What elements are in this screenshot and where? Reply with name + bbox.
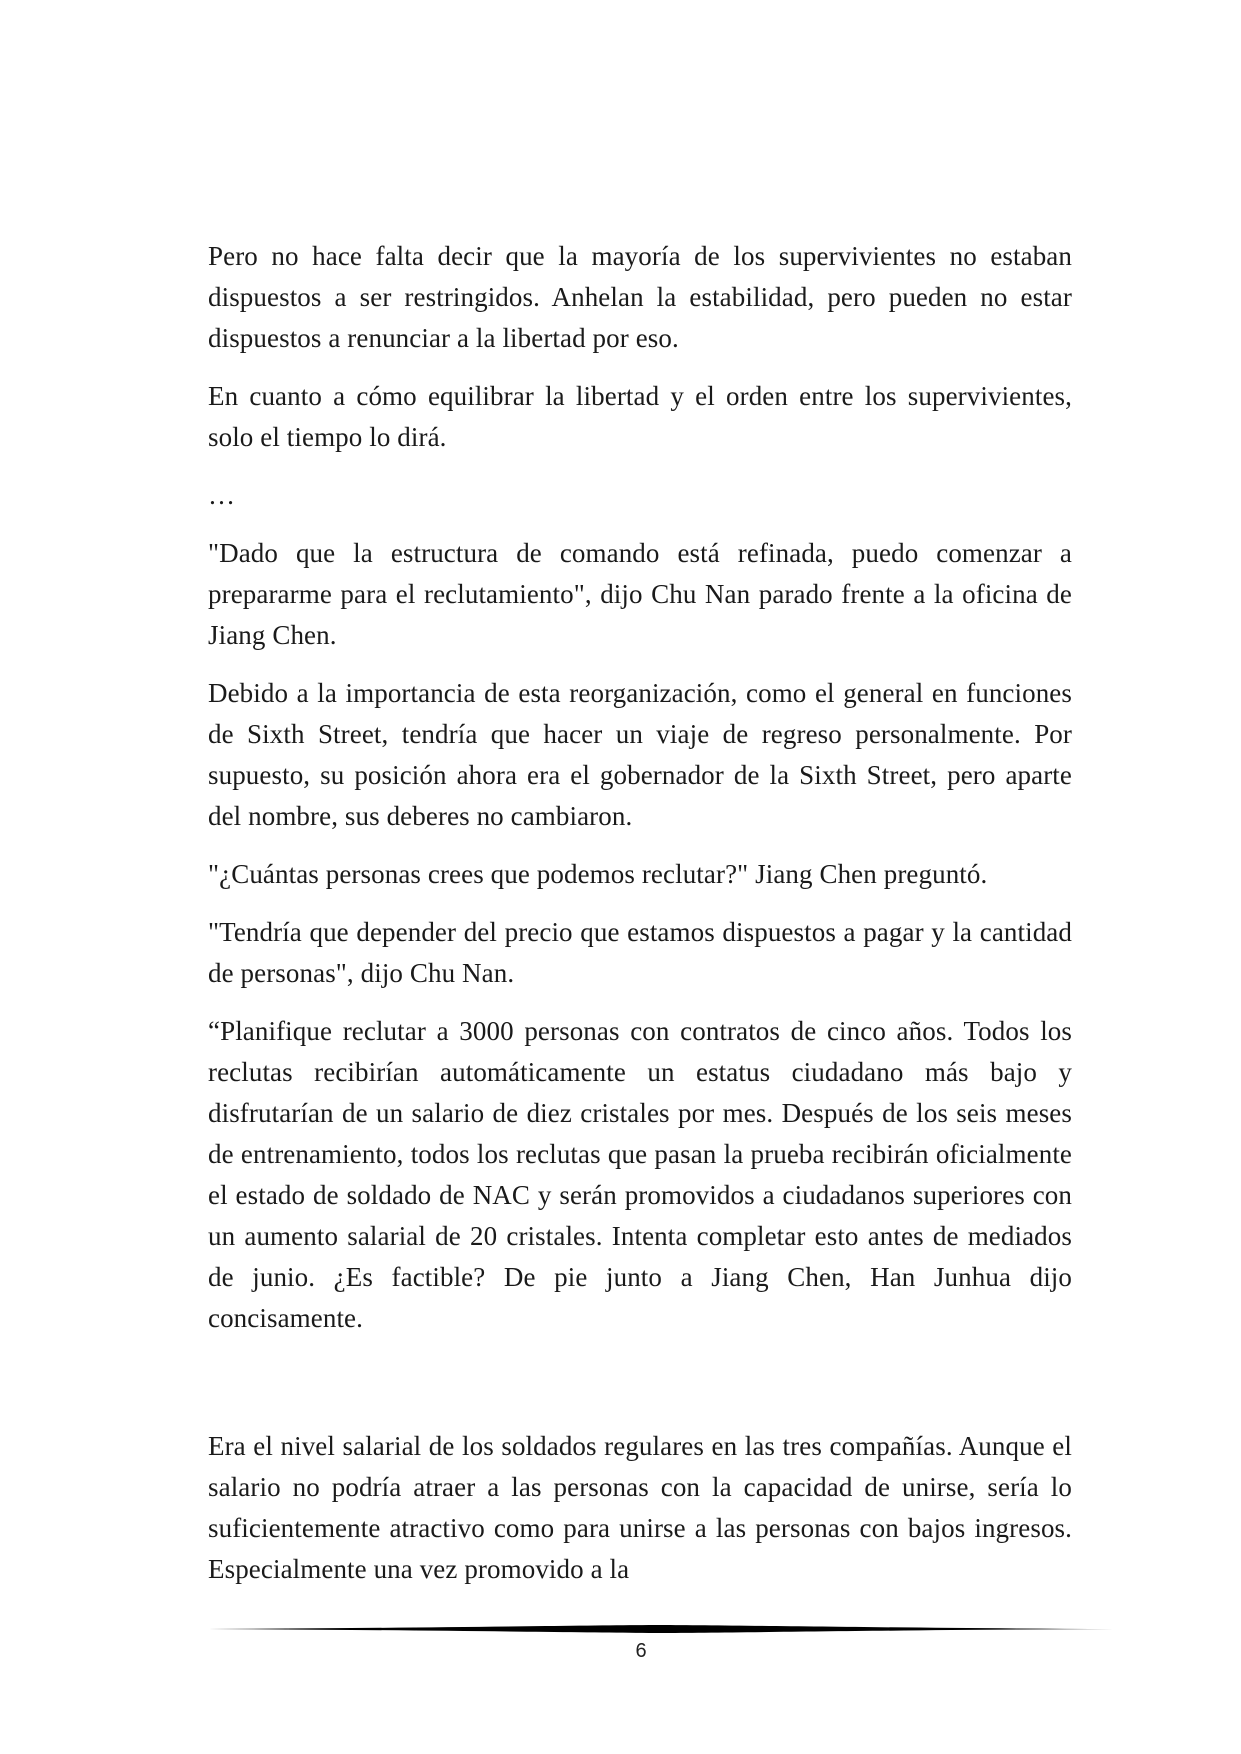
paragraph: Debido a la importancia de esta reorganización, como el general en funciones de Sixth Street, tendría que hacer un viaje de regreso personalmente. Por supuesto, su posición ahora era el gobernador de la Sixth Street, pero aparte del nombre, sus deberes no cambiaron.	[208, 678, 1072, 831]
paragraph: Era el nivel salarial de los soldados regulares en las tres compañías. Aunque el salario no podría atraer a las personas con la capacidad de unirse, sería lo suficientemente atractivo como para unirse a las personas con bajos ingresos. Especialmente una vez promovido a la	[208, 1431, 1072, 1584]
page-number: 6	[635, 1640, 647, 1662]
scene-break: …	[208, 480, 236, 510]
paragraph: "¿Cuántas personas crees que podemos reclutar?" Jiang Chen preguntó.	[208, 859, 988, 889]
paragraph: "Tendría que depender del precio que estamos dispuestos a pagar y la cantidad de personas", dijo Chu Nan.	[208, 917, 1072, 988]
paragraph: “Planifique reclutar a 3000 personas con contratos de cinco años. Todos los reclutas recibirían automáticamente un estatus ciudadano más bajo y disfrutarían de un salario de diez cristales por mes. Después de los seis meses de entrenamiento, todos los reclutas que pasan la prueba recibirán oficialmente el estado de soldado de NAC y serán promovidos a ciudadanos superiores con un aumento salarial de 20 cristales. Intenta completar esto antes de mediados de junio. ¿Es factible? De pie junto a Jiang Chen, Han Junhua dijo concisamente.	[208, 1016, 1072, 1333]
body-text-bottom	[208, 1426, 1072, 1607]
paragraph: Pero no hace falta decir que la mayoría de los supervivientes no estaban dispuestos a ser restringidos. Anhelan la estabilidad, pero pueden no estar dispuestos a renunciar a la libertad por eso.	[208, 241, 1072, 353]
footer-divider	[208, 1622, 1114, 1636]
paragraph: En cuanto a cómo equilibrar la libertad y el orden entre los supervivientes, solo el tiempo lo dirá.	[208, 381, 1072, 452]
paragraph: "Dado que la estructura de comando está refinada, puedo comenzar a prepararme para el reclutamiento", dijo Chu Nan parado frente a la oficina de Jiang Chen.	[208, 538, 1072, 650]
body-text-top	[208, 236, 1072, 1356]
